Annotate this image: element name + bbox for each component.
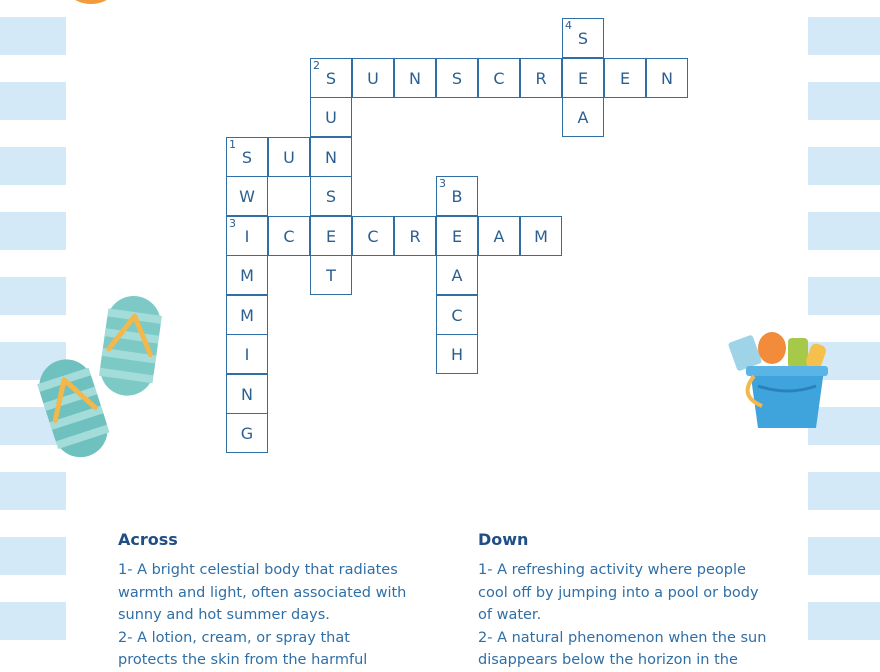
across-clues [118, 530, 418, 672]
down-clue-line: cool off by jumping into a pool or body [478, 584, 759, 601]
cell-letter: E [577, 68, 589, 88]
crossword-cell[interactable] [226, 255, 268, 295]
crossword-cell[interactable] [604, 58, 646, 98]
down-clues [478, 530, 778, 672]
crossword-cell[interactable] [226, 413, 268, 453]
cell-letter: S [325, 187, 337, 206]
cell-letter: W [239, 187, 255, 206]
down-clue-line: 2- A natural phenomenon when the sun [478, 629, 767, 646]
cell-letter: C [493, 68, 505, 88]
crossword-cell[interactable] [310, 97, 352, 137]
crossword-cell[interactable] [436, 176, 478, 216]
across-clue-line: sunny and hot summer days. [118, 607, 330, 623]
clue-number: 1 [229, 137, 236, 151]
cell-letter: T [326, 266, 336, 285]
crossword-cell[interactable] [352, 58, 394, 98]
sand-bucket-icon [728, 326, 836, 436]
crossword-cell[interactable] [310, 255, 352, 295]
across-clue-line: 1- A bright celestial body that radiates [118, 562, 398, 578]
crossword-cell[interactable] [562, 97, 604, 137]
cell-letter: C [367, 226, 379, 246]
cell-letter: U [283, 147, 295, 167]
cell-letter: N [241, 384, 253, 404]
crossword-cell[interactable] [310, 58, 352, 98]
across-clue-line: 2- A lotion, cream, or spray that [118, 629, 350, 646]
crossword-cell[interactable] [226, 374, 268, 414]
crossword-cell[interactable] [478, 58, 520, 98]
cell-letter: H [450, 345, 464, 364]
cell-letter: A [451, 266, 463, 285]
cell-letter: G [240, 424, 254, 443]
crossword-cell[interactable] [310, 176, 352, 216]
cell-letter: M [240, 305, 254, 325]
crossword-cell[interactable] [394, 216, 436, 256]
crossword-cell[interactable] [352, 216, 394, 256]
cell-letter: E [325, 226, 337, 246]
cell-letter: S [241, 147, 253, 167]
down-heading: Down [478, 530, 529, 549]
cell-letter: S [577, 29, 589, 48]
crossword-cell[interactable] [226, 216, 268, 256]
crossword-cell[interactable] [436, 58, 478, 98]
cell-letter: C [451, 305, 463, 325]
down-clue-line: disappears below the horizon in the [478, 652, 738, 668]
cell-letter: M [534, 226, 548, 246]
down-clue-line: of water. [478, 607, 542, 623]
clue-number: 3 [229, 216, 236, 230]
cell-letter: I [244, 345, 250, 364]
across-clue-line: protects the skin from the harmful [118, 652, 368, 668]
crossword-cell[interactable] [562, 18, 604, 58]
crossword-cell[interactable] [646, 58, 688, 98]
cell-letter: E [451, 226, 463, 246]
crossword-cell[interactable] [226, 295, 268, 335]
crossword-cell[interactable] [226, 334, 268, 374]
cell-letter: S [451, 68, 463, 88]
across-heading: Across [118, 530, 178, 549]
crossword-cell[interactable] [520, 58, 562, 98]
crossword-cell[interactable] [436, 255, 478, 295]
crossword-cell[interactable] [268, 137, 310, 177]
flip-flops-icon [34, 292, 164, 467]
crossword-cell[interactable] [310, 137, 352, 177]
crossword-cell[interactable] [520, 216, 562, 256]
crossword-cell[interactable] [268, 216, 310, 256]
cell-letter: N [325, 147, 337, 167]
crossword-cell[interactable] [562, 58, 604, 98]
clue-number: 2 [313, 58, 320, 72]
cell-letter: I [244, 226, 250, 246]
cell-letter: M [240, 266, 254, 285]
across-clue-line: warmth and light, often associated with [118, 584, 407, 601]
crossword-cell[interactable] [226, 137, 268, 177]
cell-letter: R [409, 226, 421, 246]
cell-letter: A [577, 108, 589, 127]
crossword-cell[interactable] [310, 216, 352, 256]
crossword-cell[interactable] [394, 58, 436, 98]
cell-letter: B [451, 187, 463, 206]
cell-letter: U [367, 68, 379, 88]
cell-letter: S [325, 68, 337, 88]
cell-letter: A [493, 226, 505, 246]
crossword-cell[interactable] [436, 295, 478, 335]
crossword-cell[interactable] [478, 216, 520, 256]
cell-letter: U [325, 108, 337, 127]
cell-letter: E [619, 68, 631, 88]
cell-letter: N [661, 68, 673, 88]
cell-letter: C [283, 226, 295, 246]
crossword-cell[interactable] [436, 216, 478, 256]
clue-number: 3 [439, 177, 446, 190]
crossword-cell[interactable] [436, 334, 478, 374]
down-clue-line: 1- A refreshing activity where people [478, 562, 746, 578]
cell-letter: R [535, 68, 547, 88]
cell-letter: N [409, 68, 421, 88]
clue-number: 4 [565, 19, 572, 32]
